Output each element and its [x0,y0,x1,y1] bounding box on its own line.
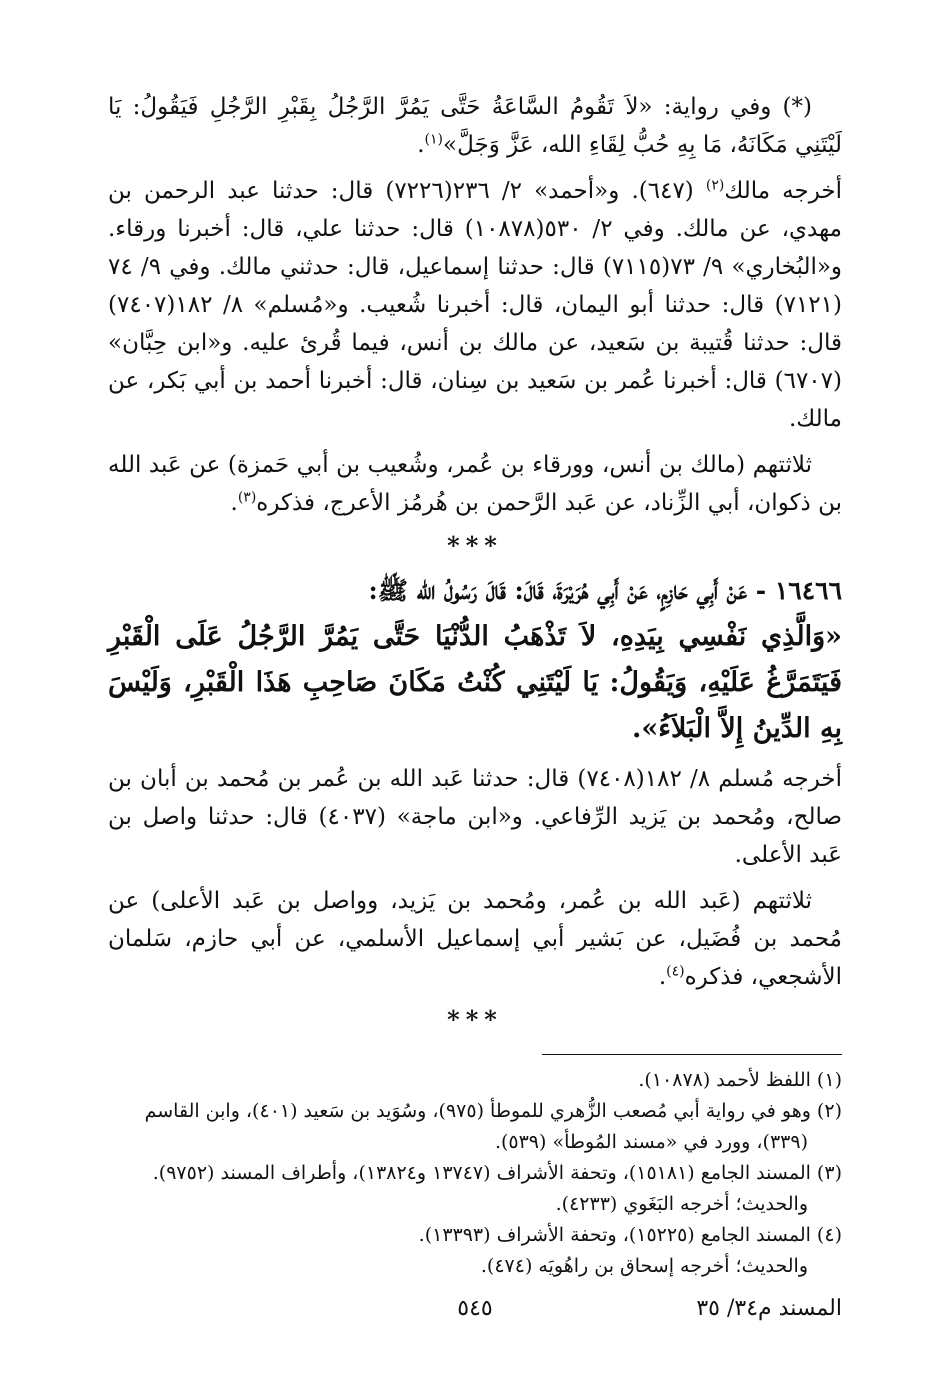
footnote-3-continuation: والحديث؛ أخرجه البَغَوي (٤٢٣٣). [555,1193,808,1215]
isnad-summary-text: ثلاثتهم (مالك بن أنس، وورقاء بن عُمر، وشُعيب بن أبي حَمزة) عن عَبد الله بن ذكوان، أبي الزِّناد، عن عَبد الرَّحمن بن هُرمُز الأعرج، فذكره [108,452,842,516]
footnote-4-continuation: والحديث؛ أخرجه إسحاق بن راهُويَه (٤٧٤). [480,1255,808,1277]
takhrij-paragraph-2: أخرجه مُسلم ٨/ ١٨٢(٧٤٠٨) قال: حدثنا عَبد الله بن عُمر بن مُحمد بن أبان بن صالح، ومُحمد بن يَزيد الرِّفاعي. و«ابن ماجة» (٤٠٣٧) قال: حدثنا واصل بن عَبد الأعلى. [108,766,843,868]
footnote-3: (٣) المسند الجامع (١٥١٨١)، وتحفة الأشراف (١٣٧٤٧ و١٣٨٢٤)، وأطراف المسند (٩٧٥٢). [152,1162,842,1184]
takhrij-paragraph-1 [108,172,842,438]
footnote-divider [542,1054,842,1055]
footnote-2-continuation: (٣٣٩)، وورد في «مسند المُوطأ» (٥٣٩). [494,1131,808,1153]
page-number: ٥٤٥ [457,1296,493,1321]
hadith-matn: «وَالَّذِي نَفْسِي بِيَدِهِ، لاَ تَذْهَبُ الدُّنْيَا حَتَّى يَمُرَّ الرَّجُلُ عَلَى الْقَبْرِ فَيَتَمَرَّغُ عَلَيْهِ، وَيَقُولُ: يَا لَيْتَنِي كُنْتُ مَكَانَ صَاحِبِ هَذَا الْقَبْرِ، وَلَيْسَ بِهِ الدِّينُ إِلاَّ الْبَلاَءُ». [108,621,842,744]
volume-signature: المسند م٣٤/ ٣٥ [696,1296,842,1321]
isnad-summary-2 [108,882,842,996]
section-separator: *** [447,1005,503,1034]
riwaya-text: (*) وفي رواية: «لاَ تَقُومُ السَّاعَةُ حَتَّى يَمُرَّ الرَّجُلُ بِقَبْرِ الرَّجُلِ فَيَقُولُ: يَا لَيْتَنِي مَكَانَهُ، مَا بِهِ حُبُّ لِقَاءِ الله، عَزَّ وَجَلَّ» [108,94,842,158]
isnad-summary-end: . [658,964,667,990]
takhrij-text-start: أخرجه مالك [724,178,843,204]
footnote-marker-1[interactable]: (١) [424,131,443,148]
footnotes [108,1065,842,1282]
footnote-1: (١) اللفظ لأحمد (١٠٨٧٨). [638,1069,842,1091]
isnad-summary-1 [108,446,842,522]
footnote-marker-3[interactable]: (٣) [237,489,257,506]
takhrij-text-rest: (٦٤٧). و«أحمد» ٢/ ٢٣٦(٧٢٢٦) قال: حدثنا عبد الرحمن بن مهدي، عن مالك. وفي ٢/ ٥٣٠(١٠٨٧٨) قال: حدثنا علي، قال: أخبرنا ورقاء. و«البُخاري» ٩/ ٧٣(٧١١٥) قال: حدثنا إسماعيل، قال: حدثني مالك. وفي ٩/ ٧٤ (٧١٢١) قال: حدثنا أبو اليمان، قال: أخبرنا شُعيب. و«مُسلم» ٨/ ١٨٢(٧٤٠٧) قال: حدثنا قُتيبة بن سَعيد، عن مالك بن أنس، فيما قُرئ عليه. و«ابن حِبَّان» (٦٧٠٧) قال: أخبرنا عُمر بن سَعيد بن سِنان، قال: أخبرنا أحمد بن أبي بَكر، عن مالك. [108,178,843,432]
hadith-heading: ١٦٤٦٦ - عَنْ أَبِي حَازِمٍ، عَنْ أَبِي هُرَيْرَةَ، قَالَ: قَالَ رَسُولُ الله ﷺ: [368,576,842,605]
riwaya-end: . [417,132,425,158]
isnad-summary-end: . [230,490,238,516]
section-separator: *** [447,531,503,560]
riwaya-paragraph [108,88,842,164]
footnote-marker-4[interactable]: (٤) [666,963,685,980]
page-footer [108,1294,842,1324]
footnote-marker-2[interactable]: (٢) [705,177,725,194]
isnad-summary-text: ثلاثتهم (عَبد الله بن عُمر، ومُحمد بن يَزيد، وواصل بن عَبد الأعلى) عن مُحمد بن فُضَيل، عن بَشير أبي إسماعيل الأسلمي، عن أبي حازم، سَلمان الأشجعي، فذكره [108,888,842,990]
footnote-2: (٢) وهو في رواية أبي مُصعب الزُّهري للموطأ (٩٧٥)، وسُوَيد بن سَعيد (٤٠١)، وابن القاسم [144,1100,842,1122]
footnote-4: (٤) المسند الجامع (١٥٢٢٥)، وتحفة الأشراف (١٣٣٩٣). [418,1224,842,1246]
